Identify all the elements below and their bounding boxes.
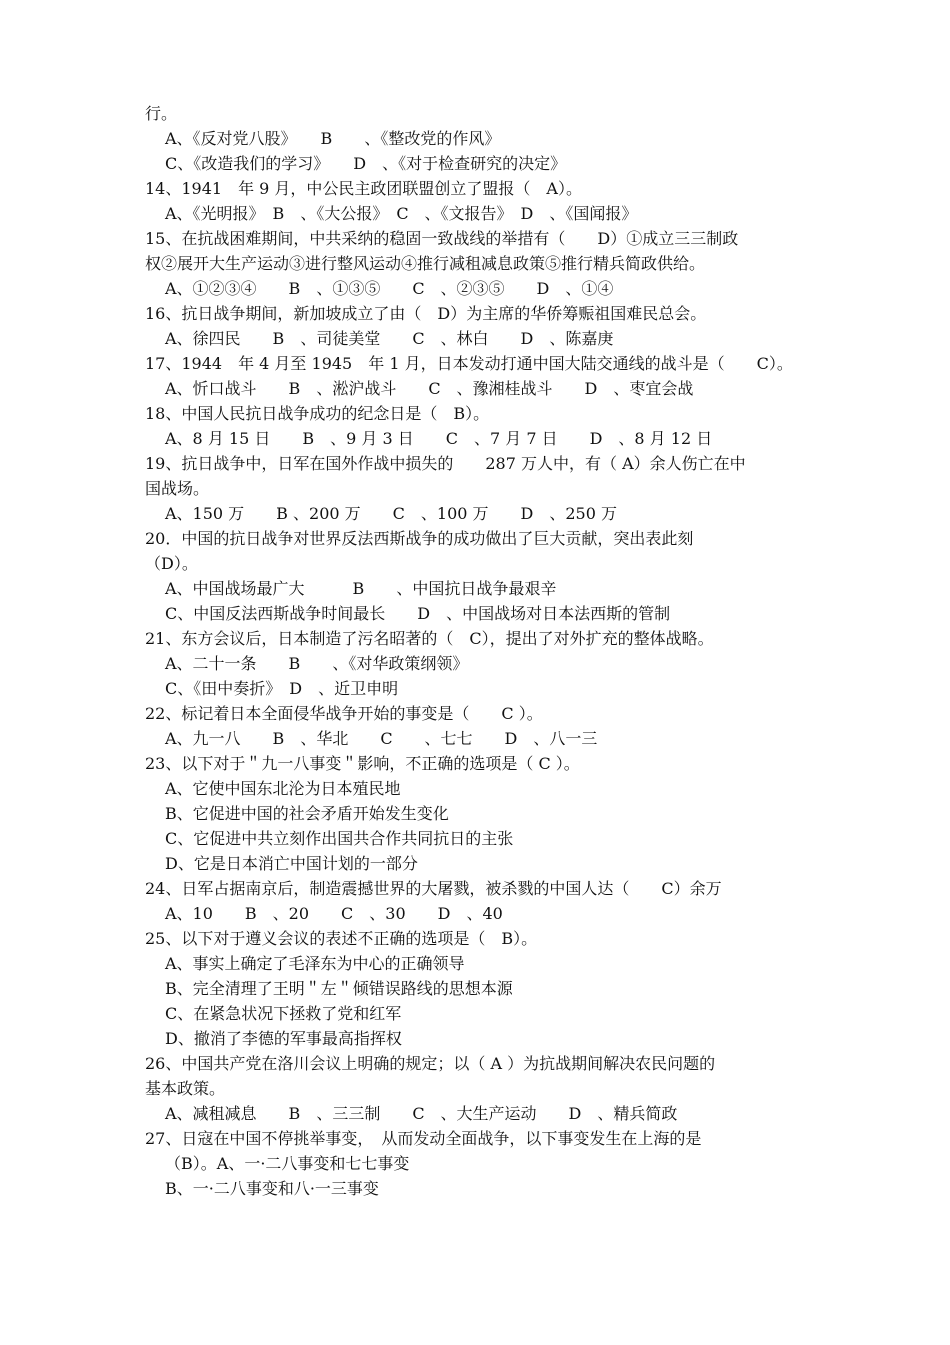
option-line: A、中国战场最广大 B 、中国抗日战争最艰辛: [165, 579, 557, 598]
option-line: A、8 月 15 日 B 、9 月 3 日 C 、7 月 7 日 D 、8 月 12 日: [165, 429, 713, 448]
question-line: 21、东方会议后，日本制造了污名昭著的（ C），提出了对外扩充的整体战略。: [145, 629, 714, 648]
question-line: 17、1944 年 4 月至 1945 年 1 月，日本发动打通中国大陆交通线的战斗是（ C）。: [145, 354, 793, 373]
option-line: C、它促进中共立刻作出国共合作共同抗日的主张: [165, 829, 514, 848]
question-line: 基本政策。: [145, 1079, 226, 1098]
option-line: A、徐四民 B 、司徒美堂 C 、林白 D 、陈嘉庚: [165, 329, 614, 348]
question-line: 14、1941 年 9 月，中公民主政团联盟创立了盟报（ A）。: [145, 179, 582, 198]
question-line: 22、标记着日本全面侵华战争开始的事变是（ C ）。: [145, 704, 543, 723]
question-line: 权②展开大生产运动③进行整风运动④推行减租减息政策⑤推行精兵简政供给。: [145, 254, 706, 273]
option-line: C、中国反法西斯战争时间最长 D 、中国战场对日本法西斯的管制: [165, 604, 671, 623]
option-line: C、《改造我们的学习》 D 、《对于检查研究的决定》: [165, 154, 567, 173]
option-line: D、它是日本消亡中国计划的一部分: [165, 854, 418, 873]
option-line: A、减租减息 B 、三三制 C 、大生产运动 D 、精兵简政: [165, 1104, 678, 1123]
option-line: A、①②③④ B 、①③⑤ C 、②③⑤ D 、①④: [165, 279, 614, 298]
option-line: A、10 B 、20 C 、30 D 、40: [165, 904, 503, 923]
option-line: B、完全清理了王明＂左＂倾错误路线的思想本源: [165, 979, 513, 998]
option-line: B、一·二八事变和八·一三事变: [165, 1179, 379, 1198]
question-line: （D）。: [145, 554, 198, 573]
option-line: B、它促进中国的社会矛盾开始发生变化: [165, 804, 449, 823]
question-line: 18、中国人民抗日战争成功的纪念日是（ B）。: [145, 404, 490, 423]
option-line: A、150 万 B 、200 万 C 、100 万 D 、250 万: [165, 504, 617, 523]
option-line: C、在紧急状况下拯救了党和红军: [165, 1004, 402, 1023]
option-line: A、它使中国东北沦为日本殖民地: [165, 779, 401, 798]
question-line: 国战场。: [145, 479, 210, 498]
question-line: 26、中国共产党在洛川会议上明确的规定；以（ A ）为抗战期间解决农民问题的: [145, 1054, 716, 1073]
option-line: A、《光明报》 B 、《大公报》 C 、《文报告》 D 、《国闻报》: [165, 204, 638, 223]
question-line: 20．中国的抗日战争对世界反法西斯战争的成功做出了巨大贡献，突出表此刻: [145, 529, 694, 548]
question-line: 19、抗日战争中，日军在国外作战中损失的 287 万人中，有（ A）余人伤亡在中: [145, 454, 746, 473]
option-line: A、事实上确定了毛泽东为中心的正确领导: [165, 954, 465, 973]
option-line: D、撤消了李德的军事最高指挥权: [165, 1029, 402, 1048]
text-line: 行。: [145, 104, 178, 123]
option-line: A、二十一条 B 、《对华政策纲领》: [165, 654, 469, 673]
question-line: 27、日寇在中国不停挑举事变， 从而发动全面战争，以下事变发生在上海的是: [145, 1129, 702, 1148]
option-line: C、《田中奏折》 D 、近卫申明: [165, 679, 399, 698]
question-line: 24、日军占据南京后，制造震撼世界的大屠戮，被杀戮的中国人达（ C）余万: [145, 879, 722, 898]
question-line: 23、以下对于＂九一八事变＂影响，不正确的选项是（ C ）。: [145, 754, 580, 773]
question-line: 15、在抗战困难期间，中共采纳的稳固一致战线的举措有（ D）①成立三三制政: [145, 229, 739, 248]
question-line: 16、抗日战争期间，新加坡成立了由（ D）为主席的华侨筹赈祖国难民总会。: [145, 304, 707, 323]
option-line: A、《反对党八股》 B 、《整改党的作风》: [165, 129, 501, 148]
option-line: A、九一八 B 、华北 C 、七七 D 、八一三: [165, 729, 598, 748]
option-line: A、忻口战斗 B 、淞沪战斗 C 、豫湘桂战斗 D 、枣宜会战: [165, 379, 694, 398]
question-line: 25、以下对于遵义会议的表述不正确的选项是（ B）。: [145, 929, 538, 948]
question-line: （B）。A、一·二八事变和七七事变: [165, 1154, 410, 1173]
